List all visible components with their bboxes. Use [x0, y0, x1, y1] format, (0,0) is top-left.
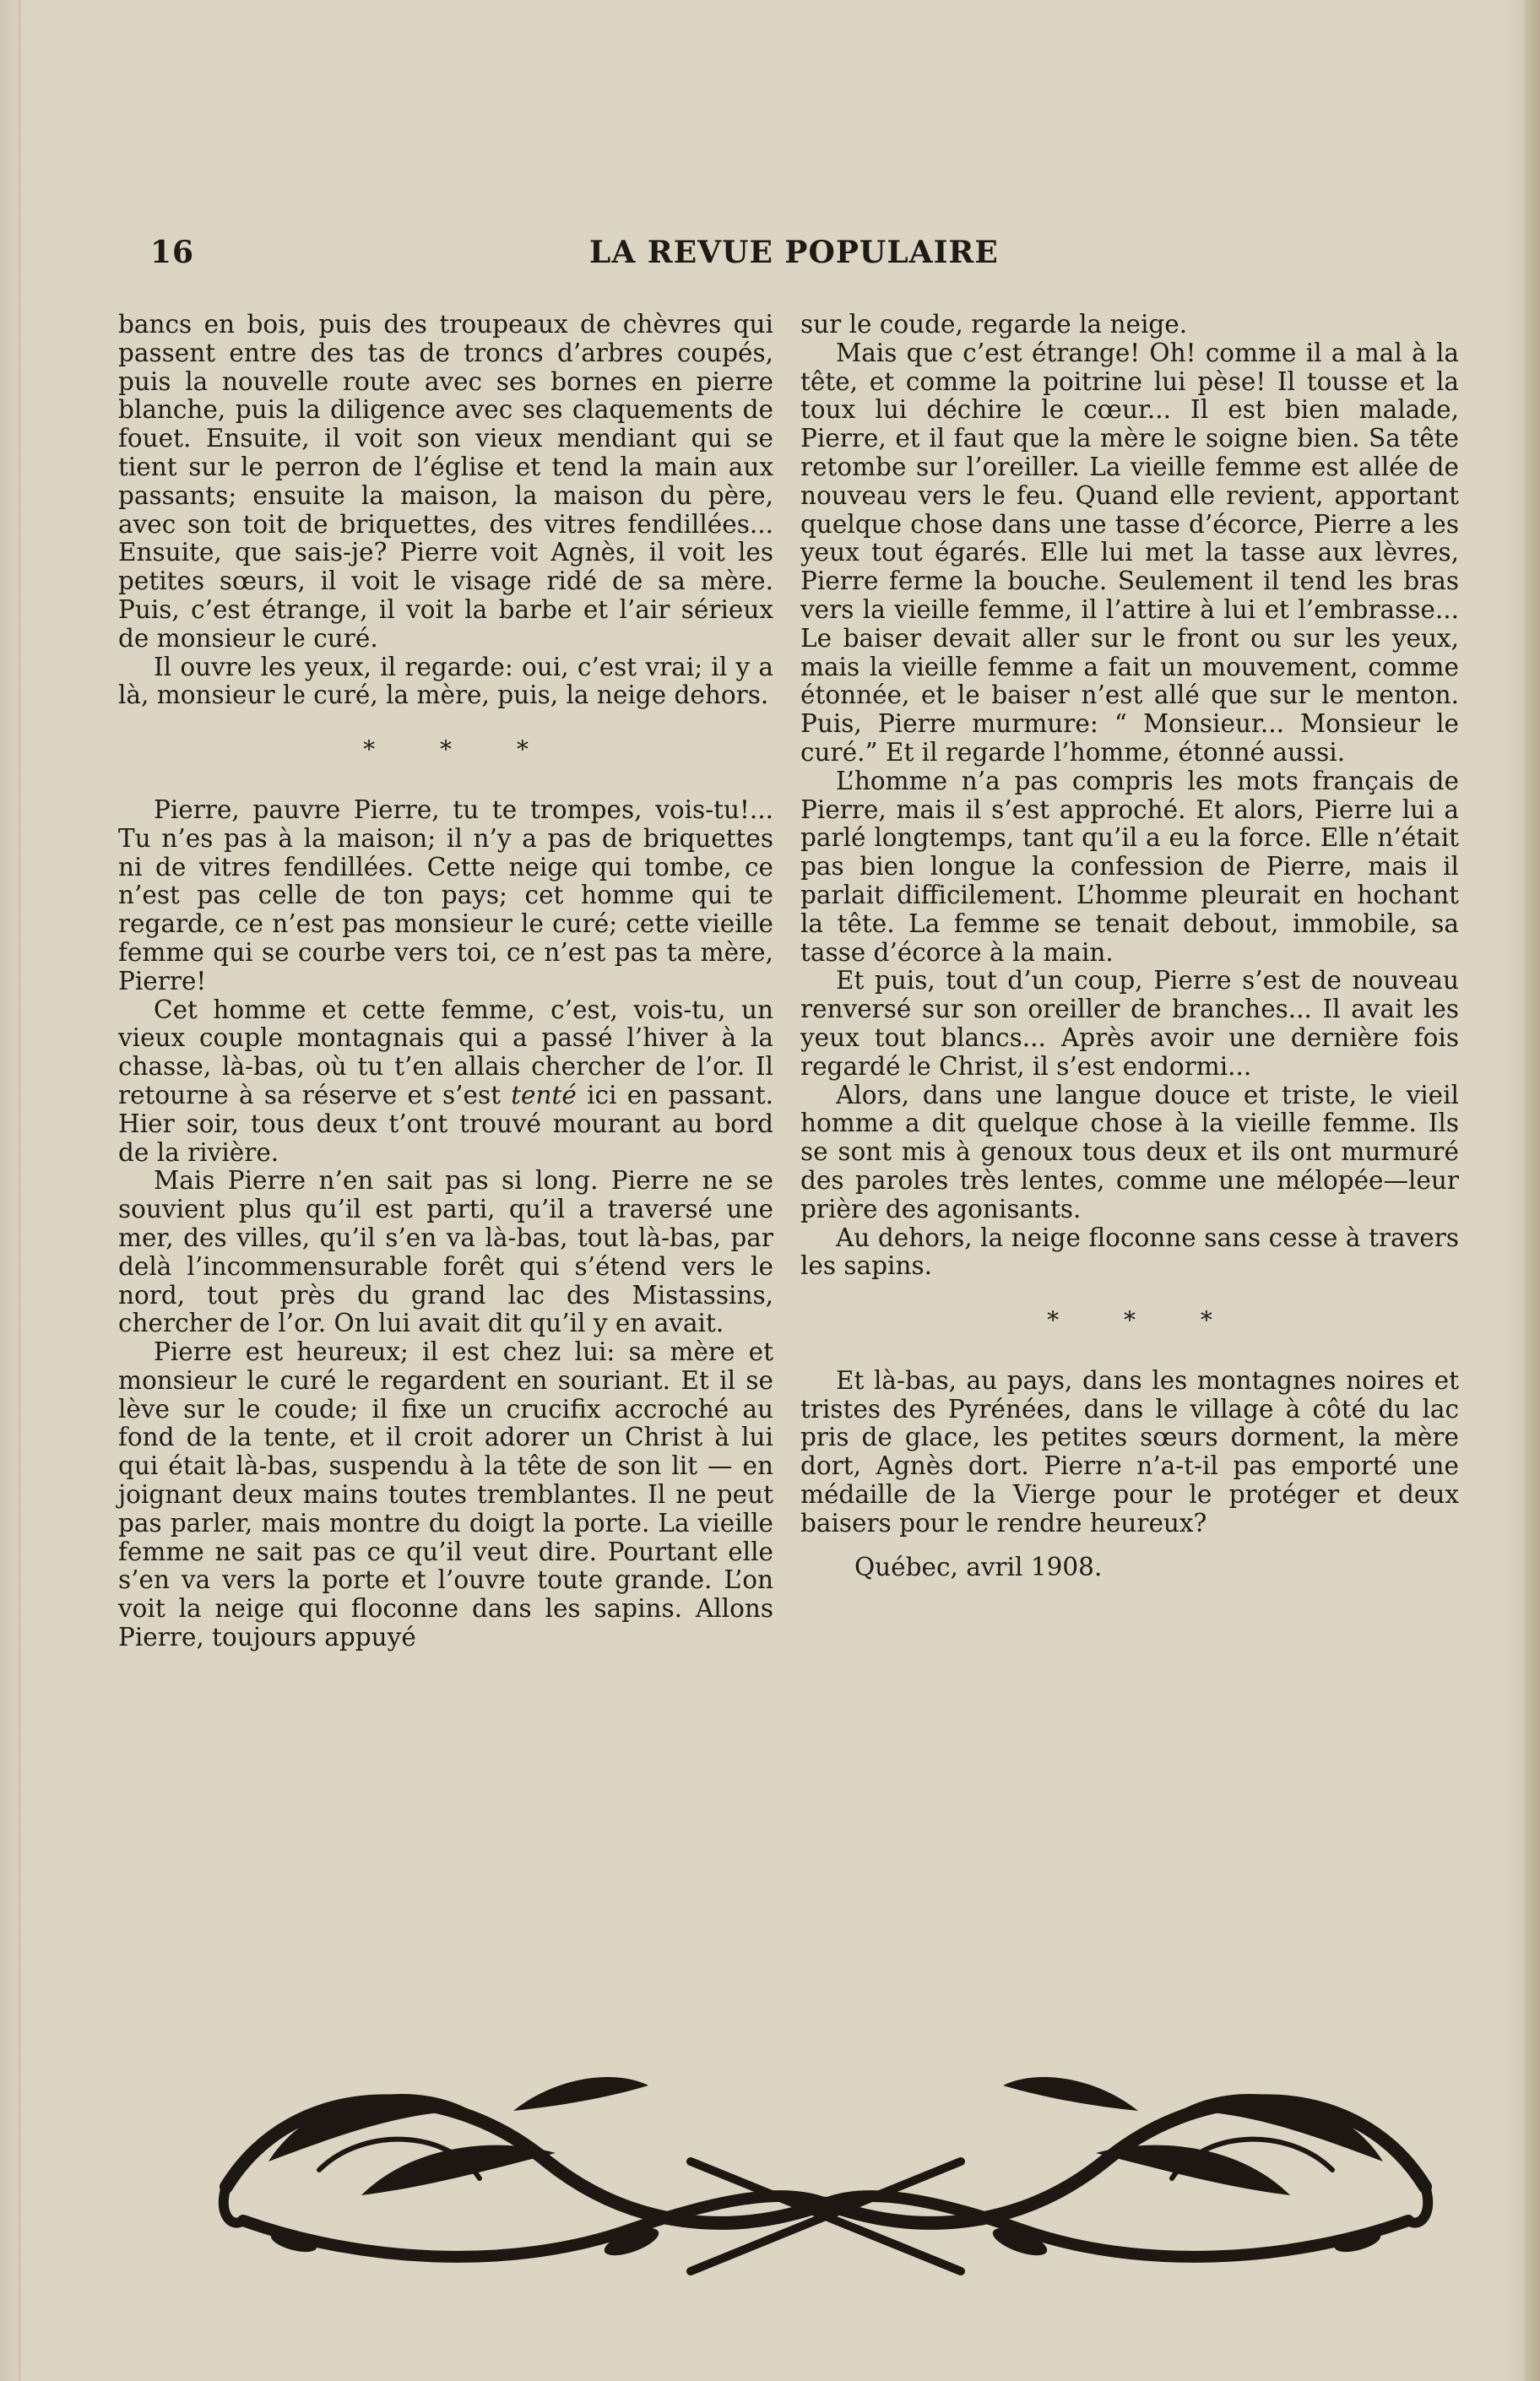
- paragraph: Pierre, pauvre Pierre, tu te trompes, vois-tu!... Tu n’es pas à la maison; il n’y a pas de briquettes ni de vitres fendillées. Cette neige qui tombe, ce n’est pas celle de ton pays; cet homme qui te regarde, ce n’est pas monsieur le curé; cette vieille femme qui se courbe vers toi, ce n’est pas ta mère, Pierre!: [118, 795, 773, 995]
- page-edge: [1525, 0, 1540, 2381]
- paragraph: Mais que c’est étrange! Oh! comme il a mal à la tête, et comme la poitrine lui pèse! Il tousse et la toux lui déchire le cœur... Il est bien malade, Pierre, et il faut que la mère le soigne bien. Sa tête retombe sur l’oreiller. La vieille femme est allée de nouveau vers le feu. Quand elle revient, apportant quelque chose dans une tasse d’écorce, Pierre a les yeux tout égarés. Elle lui met la tasse aux lèvres, Pierre ferme la bouche. Seulement il tend les bras vers la vieille femme, il l’attire à lui et l’embrasse... Le baiser devait aller sur le front ou sur les yeux, mais la vieille femme a fait un mouvement, comme étonnée, et le baiser n’est allé que sur le menton. Puis, Pierre murmure: “ Monsieur... Monsieur le curé.” Et il regarde l’homme, étonné aussi.: [800, 338, 1459, 767]
- paragraph-text: Cet homme et cette femme, c’est, vois-tu, un vieux couple montagnais qui a passé l’hiver à la chasse, là-bas, où tu t’en allais chercher de l’or. Il retourne à sa réserve et s’est: [118, 995, 773, 1109]
- paragraph: sur le coude, regarde la neige.: [800, 310, 1188, 339]
- journal-title: LA REVUE POPULAIRE: [589, 235, 999, 270]
- page-number: 16: [150, 235, 195, 270]
- paragraph: L’homme n’a pas compris les mots français de Pierre, mais il s’est approché. Et alors, Pierre lui a parlé longtemps, tant qu’il a eu la force. Elle n’était pas bien longue la confession de Pierre, mais il parlait difficilement. L’homme pleurait en hochant la tête. La femme se tenait debout, immobile, sa tasse d’écorce à la main.: [800, 766, 1459, 967]
- paragraph-text: ici en passant. Hier soir, tous deux t’ont trouvé mourant au bord de la rivière.: [118, 1080, 773, 1167]
- margin-rule: [19, 0, 20, 2381]
- section-break-stars: * * *: [1047, 1306, 1241, 1335]
- paragraph: Et là-bas, au pays, dans les montagnes noires et tristes des Pyrénées, dans le village à côté du lac pris de glace, les petites sœurs dorment, la mère dort, Agnès dort. Pierre n’a-t-il pas emporté une médaille de la Vierge pour le protéger et deux baisers pour le rendre heureux?: [800, 1365, 1459, 1538]
- left-column: [118, 311, 773, 1652]
- paragraph: Pierre est heureux; il est chez lui: sa mère et monsieur le curé le regardent en souriant. Et il se lève sur le coude; il fixe un crucifix accroché au fond de la tente, et il croit adorer un Christ à lui qui était là-bas, suspendu à la tête de son lit — en joignant deux mains toutes tremblantes. Il ne peut pas parler, mais montre du doigt la porte. La vieille femme ne sait pas ce qu’il veut dire. Pourtant elle s’en va vers la porte et l’ouvre toute grande. L’on voit la neige qui floconne dans les sapins. Allons Pierre, toujours appuyé: [118, 1337, 773, 1652]
- section-break-stars: * * *: [363, 735, 557, 764]
- paragraph: Alors, dans une langue douce et triste, le vieil homme a dit quelque chose à la vieille femme. Ils se sont mis à genoux tous deux et ils ont murmuré des paroles très lentes, comme une mélopée—leur prière des agonisants.: [800, 1080, 1459, 1223]
- running-header: [150, 235, 1391, 277]
- paragraph: Au dehors, la neige floconne sans cesse à travers les sapins.: [800, 1223, 1459, 1281]
- paragraph: Et puis, tout d’un coup, Pierre s’est de nouveau renversé sur son oreiller de branches... Il avait les yeux tout blancs... Après avoir une dernière fois regardé le Christ, il s’est endormi...: [800, 966, 1459, 1081]
- floral-ornament-icon: [192, 2060, 1459, 2288]
- right-column: [800, 311, 1459, 1581]
- italic-word: tenté: [511, 1080, 577, 1109]
- paragraph: [118, 996, 773, 1168]
- place-date-signature: Québec, avril 1908.: [854, 1552, 1103, 1581]
- paragraph: bancs en bois, puis des troupeaux de chèvres qui passent entre des tas de troncs d’arbres coupés, puis la nouvelle route avec ses bornes en pierre blanche, puis la diligence avec ses claquements de fouet. Ensuite, il voit son vieux mendiant qui se tient sur le perron de l’église et tend la main aux passants; ensuite la maison, la maison du père, avec son toit de briquettes, des vitres fendillées... Ensuite, que sais-je? Pierre voit Agnès, il voit les petites sœurs, il voit le visage ridé de sa mère. Puis, c’est étrange, il voit la barbe et l’air sérieux de monsieur le curé.: [118, 310, 773, 653]
- paragraph: Mais Pierre n’en sait pas si long. Pierre ne se souvient plus qu’il est parti, qu’il a traversé une mer, des villes, qu’il s’en va là-bas, tout là-bas, par delà l’incommensurable forêt qui s’étend vers le nord, tout près du grand lac des Mistassins, chercher de l’or. On lui avait dit qu’il y en avait.: [118, 1166, 773, 1338]
- paragraph: Il ouvre les yeux, il regarde: oui, c’est vrai; il y a là, monsieur le curé, la mère, puis, la neige dehors.: [118, 652, 773, 710]
